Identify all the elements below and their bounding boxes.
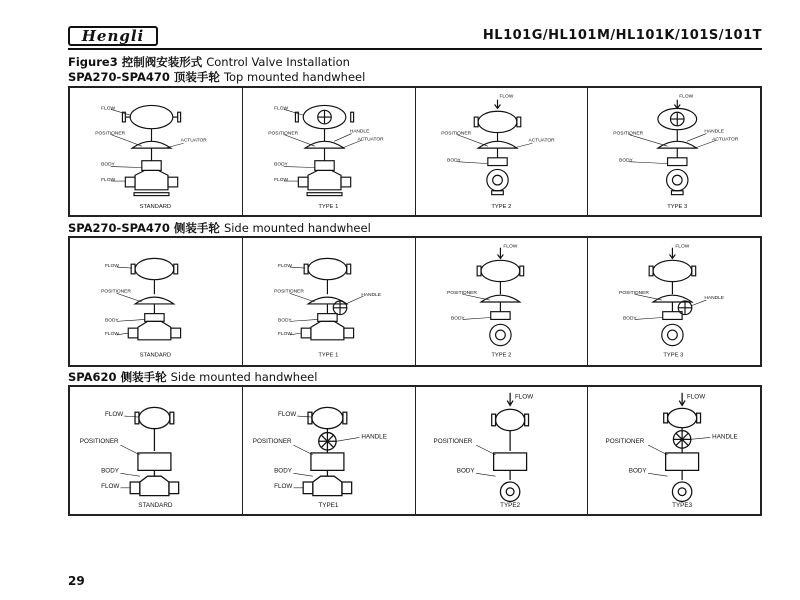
handle-label: HANDLE — [704, 296, 725, 302]
valve-diagram-type1 — [243, 387, 415, 514]
diagram-panel-standard — [70, 387, 243, 514]
diagram-row-side-mounted — [68, 236, 762, 367]
section-caption-1 — [68, 69, 365, 85]
flow-label: FLOW — [101, 178, 116, 184]
positioner-label: POSITIONER — [268, 131, 298, 137]
positioner-label: POSITIONER — [273, 289, 304, 295]
flow-label: FLOW — [273, 106, 288, 112]
diagram-row-top-mounted — [68, 86, 762, 217]
figure-title-cn: 控制阀安装形式 — [121, 55, 203, 69]
brand-logo: Hengli — [68, 26, 158, 46]
panel-title: TYPE2 — [499, 502, 520, 510]
diagram-panel-type1 — [243, 88, 416, 215]
positioner-label: POSITIONER — [440, 131, 471, 137]
diagram-panel-type1 — [243, 387, 416, 514]
panel-title: TYPE 3 — [663, 352, 684, 359]
diagram-panel-type2 — [416, 88, 589, 215]
panel-title: STANDARD — [139, 352, 172, 359]
body-label: BODY — [450, 316, 465, 322]
section-title-cn: 侧装手轮 — [173, 221, 220, 235]
flow-label: FLOW — [104, 411, 124, 419]
model-numbers: HL101G/HL101M/HL101K/101S/101T — [482, 28, 762, 43]
section-code: SPA270-SPA470 — [68, 221, 170, 235]
flow-label: FLOW — [502, 244, 517, 250]
flow-label: FLOW — [273, 482, 293, 490]
panel-title: TYPE3 — [672, 502, 693, 510]
handle-label: HANDLE — [361, 433, 387, 441]
diagram-panel-standard — [70, 238, 243, 365]
flow-label: FLOW — [675, 244, 690, 250]
panel-title: TYPE1 — [318, 502, 339, 510]
flow-label: FLOW — [101, 482, 120, 490]
body-label: BODY — [101, 162, 115, 168]
body-label: BODY — [619, 158, 634, 164]
flow-label: FLOW — [498, 94, 513, 100]
valve-diagram-type1 — [243, 88, 415, 215]
valve-diagram-standard — [70, 238, 242, 365]
actuator-label: ACTUATOR — [357, 137, 384, 143]
positioner-label: POSITIONER — [619, 291, 650, 297]
panel-title: TYPE 1 — [318, 352, 339, 359]
diagram-panel-type2 — [416, 238, 589, 365]
valve-diagram-type2 — [416, 88, 588, 215]
actuator-label: ACTUATOR — [180, 138, 207, 144]
body-label: BODY — [273, 467, 292, 475]
flow-label: FLOW — [104, 331, 119, 337]
flow-label: FLOW — [277, 331, 292, 337]
figure-title-en: Control Valve Installation — [206, 55, 350, 69]
section-title-en: Side mounted handwheel — [223, 221, 371, 235]
actuator-label: ACTUATOR — [528, 138, 555, 144]
handle-label: HANDLE — [704, 129, 725, 135]
body-label: BODY — [446, 158, 461, 164]
valve-diagram-type3 — [588, 387, 760, 514]
handle-label: HANDLE — [361, 293, 381, 299]
positioner-label: POSITIONER — [79, 438, 119, 446]
flow-label: FLOW — [687, 393, 706, 401]
valve-diagram-standard — [70, 88, 242, 215]
figure-title — [68, 54, 350, 70]
body-label: BODY — [277, 318, 292, 324]
section-title-cn: 侧装手轮 — [120, 370, 167, 384]
handle-label: HANDLE — [712, 433, 738, 441]
body-label: BODY — [623, 316, 637, 322]
diagram-panel-type3 — [588, 238, 760, 365]
diagram-panel-standard — [70, 88, 243, 215]
positioner-label: POSITIONER — [433, 438, 472, 446]
panel-title: STANDARD — [139, 204, 172, 211]
panel-title: TYPE 3 — [667, 204, 688, 211]
body-label: BODY — [101, 467, 119, 475]
panel-title: STANDARD — [138, 502, 173, 510]
diagram-panel-type3 — [588, 387, 760, 514]
positioner-label: POSITIONER — [95, 131, 126, 137]
section-caption-2 — [68, 220, 371, 236]
body-label: BODY — [456, 467, 475, 475]
positioner-label: POSITIONER — [613, 131, 644, 137]
body-label: BODY — [273, 162, 288, 168]
positioner-label: POSITIONER — [446, 291, 477, 297]
positioner-label: POSITIONER — [101, 289, 131, 295]
positioner-label: POSITIONER — [605, 438, 645, 446]
valve-diagram-type2 — [416, 387, 588, 514]
flow-label: FLOW — [277, 411, 296, 419]
handle-label: HANDLE — [349, 129, 370, 135]
positioner-label: POSITIONER — [252, 438, 292, 446]
diagram-panel-type3 — [588, 88, 760, 215]
flow-label: FLOW — [273, 178, 288, 184]
valve-diagram-type2 — [416, 238, 588, 365]
diagram-panel-type1 — [243, 238, 416, 365]
panel-title: TYPE 1 — [318, 204, 339, 211]
flow-label: FLOW — [679, 94, 694, 100]
panel-title: TYPE 2 — [490, 352, 511, 359]
diagram-panel-type2 — [416, 387, 589, 514]
body-label: BODY — [104, 318, 119, 324]
section-code: SPA620 — [68, 370, 117, 384]
actuator-label: ACTUATOR — [712, 137, 739, 143]
valve-diagram-type1 — [243, 238, 415, 365]
page-number: 29 — [68, 574, 85, 588]
valve-diagram-type3 — [588, 238, 760, 365]
section-caption-3 — [68, 369, 317, 385]
flow-label: FLOW — [104, 264, 119, 270]
flow-label: FLOW — [277, 264, 292, 270]
diagram-row-spa620 — [68, 385, 762, 516]
panel-title: TYPE 2 — [490, 204, 511, 211]
body-label: BODY — [629, 467, 647, 475]
section-title-en: Side mounted handwheel — [170, 370, 318, 384]
section-code: SPA270-SPA470 — [68, 70, 170, 84]
section-title-en: Top mounted handwheel — [223, 70, 366, 84]
figure-number: Figure3 — [68, 55, 118, 69]
page-header — [68, 26, 762, 50]
section-title-cn: 顶装手轮 — [173, 70, 220, 84]
valve-diagram-type3 — [588, 88, 760, 215]
flow-label: FLOW — [101, 106, 116, 112]
valve-diagram-standard — [70, 387, 242, 514]
flow-label: FLOW — [514, 393, 533, 401]
